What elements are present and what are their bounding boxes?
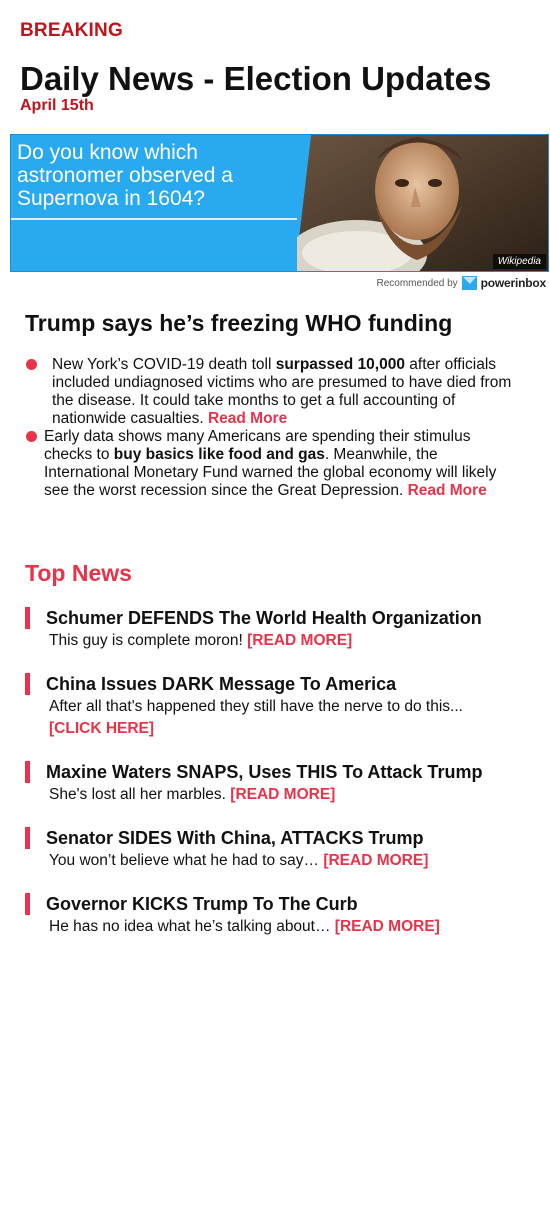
image-credit: Wikipedia [493,254,546,269]
top-news-title[interactable]: China Issues DARK Message To America [46,674,397,694]
top-news-title[interactable]: Governor KICKS Trump To The Curb [46,894,358,914]
powerinbox-brand: powerinbox [480,276,546,290]
breaking-label: BREAKING [20,20,123,41]
bullet-dot-icon [26,359,37,370]
accent-bar [25,761,30,783]
top-news-summary: This guy is complete moron! [READ MORE] [49,632,353,649]
accent-bar [25,607,30,629]
recommended-by[interactable] [377,276,547,290]
top-news-title[interactable]: Schumer DEFENDS The World Health Organization [46,608,482,628]
top-news-summary: She's lost all her marbles. [READ MORE] [49,786,336,803]
main-story-title: Trump says he’s freezing WHO funding [25,310,453,336]
sponsored-ad-banner[interactable] [10,134,549,272]
ad-question: Do you know which astronomer observed a Supernova in 1604? [17,141,233,210]
page-title: Daily News - Election Updates [20,60,492,97]
top-news-summary: He has no idea what he’s talking about… [READ MORE] [49,918,440,935]
read-more-link[interactable]: [READ MORE] [334,918,440,935]
ad-divider [11,218,306,220]
top-news-title[interactable]: Senator SIDES With China, ATTACKS Trump [46,828,424,848]
story-bullet: Early data shows many Americans are spending their stimulus checks to buy basics like food and gas. Meanwhile, the International Monetary Fund warned the global economy will likely see the worst recession since the Great Depression. Read More [44,428,522,500]
accent-bar [25,827,30,849]
top-news-heading: Top News [25,560,132,586]
accent-bar [25,673,30,695]
bullet-dot-icon [26,431,37,442]
date-label: April 15th [20,97,94,114]
accent-bar [25,893,30,915]
read-more-link[interactable]: [READ MORE] [323,852,429,869]
click-here-link[interactable]: [CLICK HERE] [49,720,155,737]
read-more-link[interactable]: Read More [207,410,288,427]
read-more-link[interactable]: [READ MORE] [247,632,353,649]
top-news-summary: You won’t believe what he had to say… [READ MORE] [49,852,429,869]
recommended-by-label: Recommended by [376,277,458,289]
top-news-title[interactable]: Maxine Waters SNAPS, Uses THIS To Attack Trump [46,762,483,782]
powerinbox-logo-icon [462,276,477,290]
story-bullet: New York’s COVID-19 death toll surpassed 10,000 after officials included undiagnosed victims who are presumed to have died from the disease. It could take months to get a full accounting of nationwide casualties. Read More [52,356,522,428]
ad-portrait-image [297,135,549,272]
read-more-link[interactable]: Read More [407,482,487,499]
top-news-summary: After all that's happened they still have the nerve to do this... [CLICK HERE] [49,698,463,737]
read-more-link[interactable]: [READ MORE] [230,786,336,803]
